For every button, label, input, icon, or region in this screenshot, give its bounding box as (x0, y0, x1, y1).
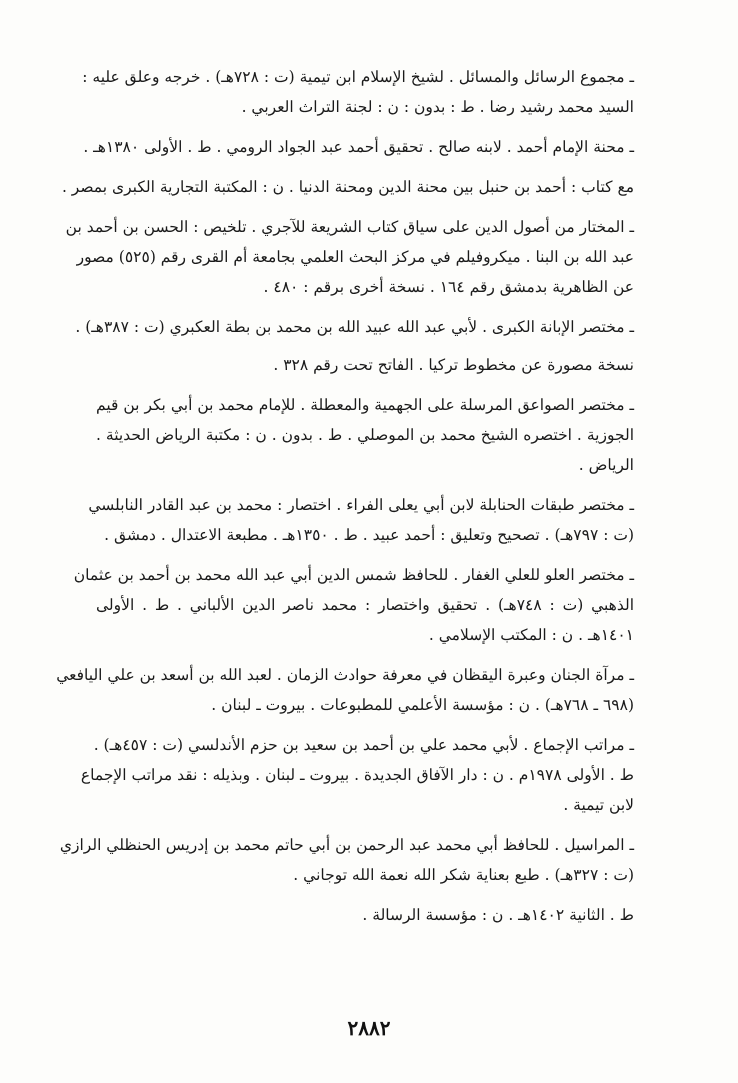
entry-line: عن الظاهرية بدمشق رقم ١٦٤ . نسخة أخرى برقم : ٤٨٠ . (263, 278, 634, 296)
entry-line: (ت : ٧٩٧هـ) . تصحيح وتعليق : أحمد عبيد . ط . ١٣٥٠هـ . مطبعة الاعتدال . دمشق . (104, 526, 634, 544)
bibliography-entry (56, 660, 634, 720)
bibliography-entry (96, 350, 634, 380)
entry-line: (ت : ٣٢٧هـ) . طبع بعناية شكر الله نعمة الله توجاني . (293, 866, 634, 884)
entry-line: الجوزية . اختصره الشيخ محمد بن الموصلي . ط . بدون . ن : مكتبة الرياض الحديثة . (96, 426, 634, 444)
entry-line: ط . الأولى ١٩٧٨م . ن : دار الآفاق الجديدة . بيروت ـ لبنان . وبذيله : نقد مراتب الإجماع (80, 766, 634, 784)
entry-line: ـ مختصر الإبانة الكبرى . لأبي عبد الله عبيد الله بن محمد بن بطة العكبري (ت : ٣٨٧هـ) . (75, 318, 634, 336)
entry-line: ١٤٠١هـ . ن : المكتب الإسلامي . (428, 626, 634, 644)
entry-line: الذهبي (ت : ٧٤٨هـ) . تحقيق واختصار : محمد ناصر الدين الألباني . ط . الأولى (96, 596, 635, 614)
entry-line: ـ المراسيل . للحافظ أبي محمد عبد الرحمن بن أبي حاتم محمد بن إدريس الحنظلي الرازي (59, 836, 634, 854)
entry-line: ـ مجموع الرسائل والمسائل . لشيخ الإسلام ابن تيمية (ت : ٧٢٨هـ) . خرجه وعلق عليه : (82, 68, 634, 86)
entry-line: ـ المختار من أصول الدين على سياق كتاب الشريعة للآجري . تلخيص : الحسن بن أحمد بن (65, 218, 634, 236)
bibliography-entry (96, 900, 634, 930)
entry-line: ـ مختصر العلو للعلي الغفار . للحافظ شمس الدين أبي عبد الله محمد بن أحمد بن عثمان (73, 566, 634, 584)
page-number: ٢٨٨٢ (347, 1016, 391, 1040)
bibliography-entry (65, 212, 634, 302)
entry-line: ـ مختصر الصواعق المرسلة على الجهمية والمعطلة . للإمام محمد بن أبي بكر بن قيم (96, 396, 634, 414)
entry-line: ـ مراتب الإجماع . لأبي محمد علي بن أحمد بن سعيد بن حزم الأندلسي (ت : ٤٥٧هـ) . (93, 736, 634, 754)
entry-line: عبد الله بن البنا . ميكروفيلم في مركز البحث العلمي بجامعة أم القرى رقم (٥٢٥) مصور (76, 248, 634, 266)
entry-line: لابن تيمية . (563, 796, 634, 814)
bibliography-entry (61, 172, 634, 202)
bibliography-entry (59, 830, 634, 890)
bibliography-entry (82, 62, 634, 122)
entry-line: مع كتاب : أحمد بن حنبل بين محنة الدين ومحنة الدنيا . ن : المكتبة التجارية الكبرى بمصر . (61, 178, 634, 196)
entry-line: ـ مرآة الجنان وعبرة اليقظان في معرفة حوادث الزمان . لعبد الله بن أسعد بن علي اليافعي (56, 666, 634, 684)
entry-line: ط . الثانية ١٤٠٢هـ . ن : مؤسسة الرسالة . (362, 906, 634, 924)
entry-line: ـ محنة الإمام أحمد . لابنه صالح . تحقيق أحمد عبد الجواد الرومي . ط . الأولى ١٣٨٠هـ . (83, 138, 634, 156)
bibliography-entry (75, 312, 634, 342)
bibliography-entry (88, 490, 634, 550)
bibliography-entry (83, 132, 634, 162)
entry-line: الرياض . (578, 456, 634, 474)
bibliography-entry (73, 560, 635, 650)
entry-line: ـ مختصر طبقات الحنابلة لابن أبي يعلى الفراء . اختصار : محمد بن عبد القادر النابلسي (88, 496, 634, 514)
bibliography-entry (96, 390, 634, 480)
entry-line: (٦٩٨ ـ ٧٦٨هـ) . ن : مؤسسة الأعلمي للمطبوعات . بيروت ـ لبنان . (211, 696, 634, 714)
bibliography-list (56, 62, 635, 940)
entry-line: نسخة مصورة عن مخطوط تركيا . الفاتح تحت رقم ٣٢٨ . (273, 356, 634, 374)
bibliography-entry (80, 730, 634, 820)
entry-line: السيد محمد رشيد رضا . ط : بدون : ن : لجنة التراث العربي . (241, 98, 634, 116)
